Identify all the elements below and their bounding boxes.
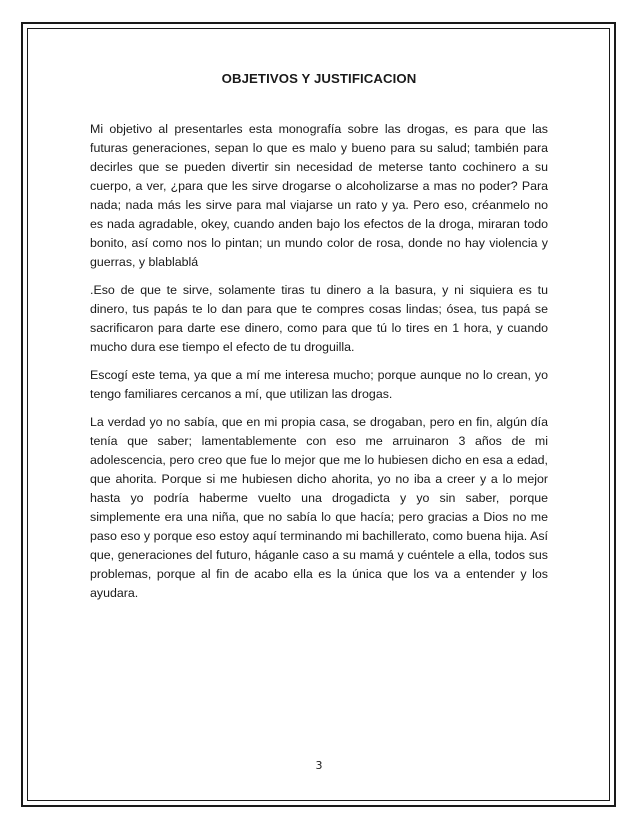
paragraph-personal-story: La verdad yo no sabía, que en mi propia casa, se drogaban, pero en fin, algún día tenía que saber; lamentablemente con eso me arruinaron 3 años de mi adolescencia, pero creo que fue lo mejor que me lo hubiesen dicho en esa a edad, que ahorita. Porque si me hubiesen dicho ahorita, yo no iba a creer y a lo mejor hasta yo podría haberme vuelto una drogadicta y yo sin saber, porque simplemente era una niña, que no sabía lo que hacía; pero gracias a Dios no me paso eso y porque eso estoy aquí terminando mi bachillerato, como buena hija. Así que, generaciones del futuro, háganle caso a su mamá y cuéntele a ella, todos sus problemas, porque al fin de acabo ella es la única que los va a entender y los ayudara. bbox=[90, 415, 548, 600]
document-title: OBJETIVOS Y JUSTIFICACION bbox=[221, 71, 417, 86]
page-number: 3 bbox=[315, 759, 323, 772]
document-body bbox=[90, 120, 548, 612]
paragraph-topic-choice: Escogí este tema, ya que a mí me interesa mucho; porque aunque no lo crean, yo tengo familiares cercanos a mí, que utilizan las drogas. bbox=[90, 368, 548, 401]
paragraph-money: .Eso de que te sirve, solamente tiras tu dinero a la basura, y ni siquiera es tu dinero, tus papás te lo dan para que te compres cosas lindas; ósea, tus papá se sacrificaron para darte ese dinero, como para que tú lo tires en 1 hora, y cuando mucho dura ese tiempo el efecto de tu droguilla. bbox=[90, 283, 548, 354]
paragraph-objective: Mi objetivo al presentarles esta monografía sobre las drogas, es para que las futuras generaciones, sepan lo que es malo y bueno para su salud; también para decirles que se pueden divertir sin necesidad de meterse tanto cochinero a su cuerpo, a ver, ¿para que les sirve drogarse o alcoholizarse a mas no poder? Para nada; nada más les sirve para mal viajarse un rato y ya. Pero eso, créanmelo no es nada agradable, okey, cuando anden bajo los efectos de la droga, miraran todo bonito, así como nos lo pintan; un mundo color de rosa, donde no hay violencia y guerras, y blablablá bbox=[90, 122, 548, 269]
